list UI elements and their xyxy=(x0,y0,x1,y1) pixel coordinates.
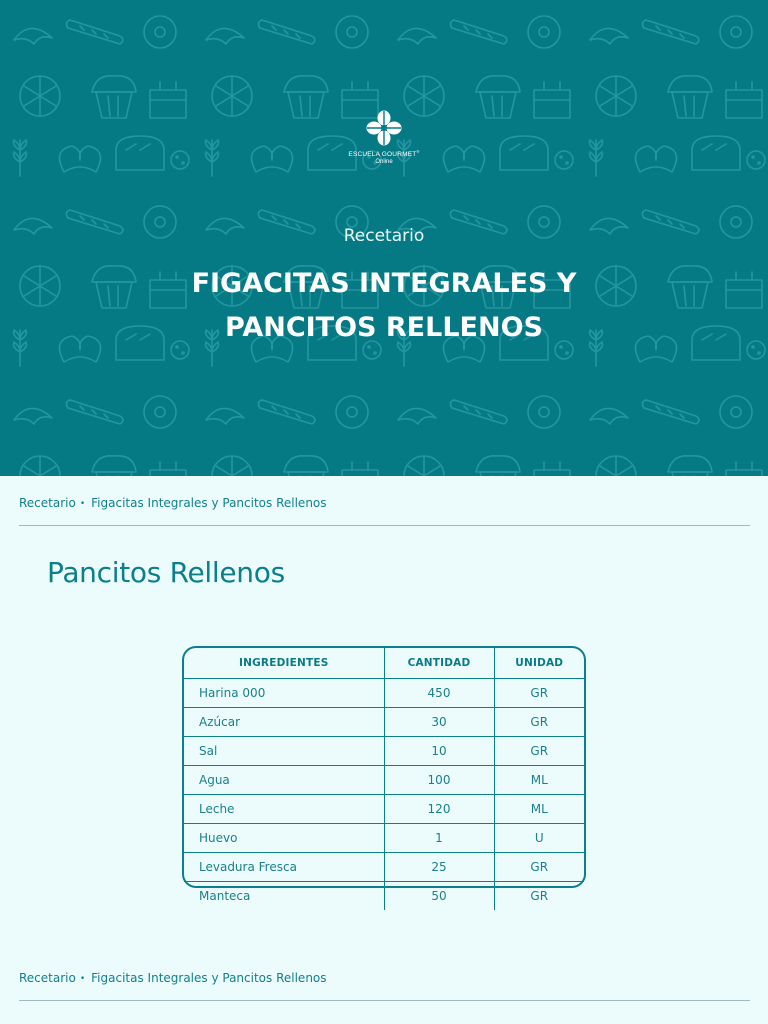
ingredient-cell: Manteca xyxy=(184,882,384,911)
ingredient-cell: Sal xyxy=(184,737,384,766)
logo-name: ESCUELA GOURMET® xyxy=(348,149,420,159)
ingredient-cell: Agua xyxy=(184,766,384,795)
hero-banner xyxy=(0,0,768,476)
breadcrumb xyxy=(19,480,750,526)
section-title: Pancitos Rellenos xyxy=(47,556,285,589)
unit-cell: ML xyxy=(494,795,584,824)
page-title-line-2: PANCITOS RELLENOS xyxy=(225,312,543,343)
breadcrumb-current-page-link[interactable]: Figacitas Integrales y Pancitos Rellenos xyxy=(91,495,327,510)
table-row xyxy=(184,766,584,795)
unit-cell: GR xyxy=(494,737,584,766)
breadcrumb-current-page-link[interactable]: Figacitas Integrales y Pancitos Rellenos xyxy=(91,970,327,985)
unit-cell: GR xyxy=(494,853,584,882)
table-row xyxy=(184,853,584,882)
page-title xyxy=(84,262,684,350)
table-row xyxy=(184,679,584,708)
unit-cell: ML xyxy=(494,766,584,795)
unit-cell: GR xyxy=(494,708,584,737)
quantity-cell: 10 xyxy=(384,737,494,766)
logo-subtitle: Online xyxy=(375,159,393,166)
unit-cell: U xyxy=(494,824,584,853)
ingredient-cell: Huevo xyxy=(184,824,384,853)
breadcrumb-footer xyxy=(19,955,750,1001)
breadcrumb-separator: • xyxy=(79,498,86,509)
header-quantity: CANTIDAD xyxy=(384,648,494,679)
table-row xyxy=(184,737,584,766)
breadcrumb-separator: • xyxy=(79,973,86,984)
ingredient-cell: Azúcar xyxy=(184,708,384,737)
table-header-row xyxy=(184,648,584,679)
header-ingredients: INGREDIENTES xyxy=(184,648,384,679)
escuela-gourmet-logo xyxy=(336,110,432,165)
quantity-cell: 30 xyxy=(384,708,494,737)
header-unit: UNIDAD xyxy=(494,648,584,679)
ingredient-cell: Harina 000 xyxy=(199,686,266,700)
table-row xyxy=(184,708,584,737)
quantity-cell: 1 xyxy=(384,824,494,853)
flower-logo-icon xyxy=(366,110,402,146)
quantity-cell: 120 xyxy=(384,795,494,824)
quantity-cell: 100 xyxy=(384,766,494,795)
breadcrumb-recetario-link[interactable]: Recetario xyxy=(19,495,76,510)
quantity-cell: 450 xyxy=(384,679,494,708)
ingredient-cell: Levadura Fresca xyxy=(184,853,384,882)
quantity-cell: 25 xyxy=(384,853,494,882)
table-row xyxy=(184,824,584,853)
ingredients-table xyxy=(182,646,586,903)
table-row xyxy=(184,882,584,911)
unit-cell: GR xyxy=(494,882,584,911)
quantity-cell: 50 xyxy=(384,882,494,911)
unit-cell: GR xyxy=(494,679,584,708)
table-row xyxy=(184,795,584,824)
ingredient-cell: Leche xyxy=(184,795,384,824)
hero-kicker: Recetario xyxy=(343,226,425,246)
breadcrumb-recetario-link[interactable]: Recetario xyxy=(19,970,76,985)
page-title-line-1: FIGACITAS INTEGRALES Y xyxy=(191,268,577,299)
